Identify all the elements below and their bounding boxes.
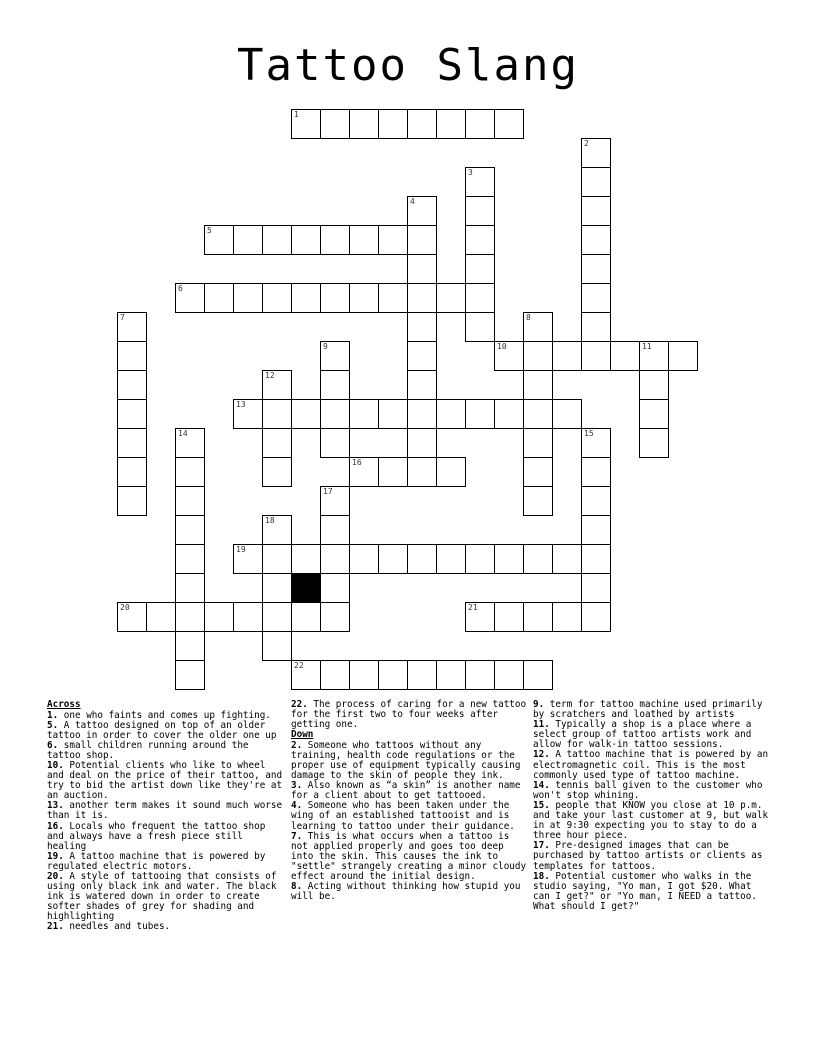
down-clue-list xyxy=(291,741,527,903)
down-clue xyxy=(291,741,527,781)
down-clue xyxy=(533,720,769,750)
grid-cell[interactable] xyxy=(320,602,350,632)
grid-cell[interactable] xyxy=(639,428,669,458)
clue-label: 18. xyxy=(533,870,550,882)
down-clue xyxy=(533,872,769,912)
clue-number-16: 16 xyxy=(352,458,362,467)
clue-number-21: 21 xyxy=(468,603,478,612)
grid-cell[interactable] xyxy=(349,544,379,574)
clue-number-3: 3 xyxy=(468,168,473,177)
grid-cell[interactable] xyxy=(581,544,611,574)
clue-label: 12. xyxy=(533,749,550,761)
clue-text: Typically a shop is a place where a select group of tattoo artists work and allow for walk-in tattoo sessions. xyxy=(533,719,752,751)
grid-cell[interactable] xyxy=(175,428,205,458)
grid-cell[interactable] xyxy=(291,660,321,690)
grid-cell[interactable] xyxy=(407,399,437,429)
grid-cell[interactable] xyxy=(262,399,292,429)
grid-cell[interactable] xyxy=(465,399,495,429)
clue-label: 10. xyxy=(47,759,64,771)
grid-cell[interactable] xyxy=(291,399,321,429)
grid-cell[interactable] xyxy=(581,283,611,313)
grid-cell[interactable] xyxy=(581,573,611,603)
clue-label: 5. xyxy=(47,719,59,731)
grid-cell[interactable] xyxy=(639,341,669,371)
down-clue xyxy=(533,781,769,801)
grid-cell[interactable] xyxy=(581,602,611,632)
clue-number-1: 1 xyxy=(294,110,299,119)
clues-column-1 xyxy=(47,700,285,933)
clue-label: 17. xyxy=(533,840,550,852)
grid-cell[interactable] xyxy=(378,225,408,255)
grid-cell[interactable] xyxy=(436,109,466,139)
grid-cell[interactable] xyxy=(204,602,234,632)
grid-cell[interactable] xyxy=(407,660,437,690)
across-clue xyxy=(47,741,285,761)
clue-text: A tattoo machine that is powered by regulated electric motors. xyxy=(47,850,266,872)
clue-text: The process of caring for a new tattoo for the first two to four weeks after getting one. xyxy=(291,699,527,731)
clue-number-9: 9 xyxy=(323,342,328,351)
down-clue xyxy=(533,801,769,841)
grid-cell[interactable] xyxy=(407,283,437,313)
clue-number-7: 7 xyxy=(120,313,125,322)
grid-cell[interactable] xyxy=(407,196,437,226)
clue-text: Someone who has been taken under the wing of an established tattooist and is learning to tattoo under their guidance. xyxy=(291,800,515,832)
clue-text: Potential clients who like to wheel and deal on the price of their tattoo, and try to bid the artist down like they're at an auction. xyxy=(47,759,283,802)
clue-text: another term makes it sound much worse than it is. xyxy=(47,800,283,822)
grid-cell[interactable] xyxy=(320,399,350,429)
grid-cell[interactable] xyxy=(233,399,263,429)
grid-cell[interactable] xyxy=(175,457,205,487)
clue-number-11: 11 xyxy=(642,342,652,351)
grid-cell[interactable] xyxy=(378,660,408,690)
down-clue xyxy=(533,750,769,780)
grid-cell[interactable] xyxy=(233,283,263,313)
grid-cell[interactable] xyxy=(523,544,553,574)
clue-number-14: 14 xyxy=(178,429,188,438)
grid-cell[interactable] xyxy=(262,428,292,458)
across-clue-list xyxy=(47,711,285,933)
grid-cell[interactable] xyxy=(262,370,292,400)
grid-cell[interactable] xyxy=(320,283,350,313)
clue-label: 22. xyxy=(291,699,308,710)
grid-cell[interactable] xyxy=(233,544,263,574)
grid-cell[interactable] xyxy=(349,660,379,690)
grid-cell[interactable] xyxy=(320,486,350,516)
grid-cell[interactable] xyxy=(117,428,147,458)
grid-cell[interactable] xyxy=(436,283,466,313)
down-heading: Down xyxy=(291,729,314,741)
grid-cell[interactable] xyxy=(552,544,582,574)
clue-text: tennis ball given to the customer who won't stop whining. xyxy=(533,779,763,801)
down-clue-list-continued xyxy=(533,700,769,912)
grid-cell[interactable] xyxy=(581,167,611,197)
clue-label: 2. xyxy=(291,739,303,751)
grid-cell[interactable] xyxy=(378,109,408,139)
grid-cell[interactable] xyxy=(146,602,176,632)
grid-cell[interactable] xyxy=(291,225,321,255)
clue-text: Pre-designed images that can be purchased by tattoo artists or clients as templates for tattoos. xyxy=(533,840,763,872)
grid-cell[interactable] xyxy=(639,370,669,400)
grid-cell[interactable] xyxy=(320,544,350,574)
grid-cell[interactable] xyxy=(523,399,553,429)
clue-text: A tattoo machine that is powered by an electromagnetic coil. This is the most commonly used type of tattoo machine. xyxy=(533,749,769,781)
grid-cell[interactable] xyxy=(552,341,582,371)
clue-number-12: 12 xyxy=(265,371,275,380)
grid-cell[interactable] xyxy=(117,457,147,487)
across-clue xyxy=(47,761,285,801)
grid-cell[interactable] xyxy=(262,544,292,574)
down-clue xyxy=(291,801,527,831)
grid-cell[interactable] xyxy=(407,109,437,139)
grid-cell[interactable] xyxy=(552,399,582,429)
grid-cell[interactable] xyxy=(436,457,466,487)
clue-label: 11. xyxy=(533,719,550,731)
black-cell xyxy=(291,573,321,603)
grid-cell[interactable] xyxy=(291,544,321,574)
grid-cell[interactable] xyxy=(233,602,263,632)
grid-cell[interactable] xyxy=(639,399,669,429)
grid-cell[interactable] xyxy=(436,399,466,429)
grid-cell[interactable] xyxy=(349,225,379,255)
down-clue xyxy=(291,832,527,882)
grid-cell[interactable] xyxy=(407,428,437,458)
grid-cell[interactable] xyxy=(581,312,611,342)
across-clue xyxy=(47,721,285,741)
grid-cell[interactable] xyxy=(581,515,611,545)
grid-cell[interactable] xyxy=(320,573,350,603)
clue-text: Also known as “a skin” is another name for a client about to get tattooed. xyxy=(291,780,521,802)
clue-label: 13. xyxy=(47,800,64,812)
grid-cell[interactable] xyxy=(378,457,408,487)
grid-cell[interactable] xyxy=(349,283,379,313)
down-clue xyxy=(291,882,527,902)
clue-number-20: 20 xyxy=(120,603,130,612)
grid-cell[interactable] xyxy=(581,428,611,458)
clue-number-15: 15 xyxy=(584,429,594,438)
grid-cell[interactable] xyxy=(465,196,495,226)
grid-cell[interactable] xyxy=(407,254,437,284)
grid-cell[interactable] xyxy=(523,486,553,516)
across-clue xyxy=(47,801,285,821)
grid-cell[interactable] xyxy=(117,370,147,400)
clue-number-22: 22 xyxy=(294,661,304,670)
grid-cell[interactable] xyxy=(175,486,205,516)
clue-label: 19. xyxy=(47,850,64,862)
grid-cell[interactable] xyxy=(523,312,553,342)
grid-cell[interactable] xyxy=(465,660,495,690)
clue-label: 9. xyxy=(533,699,545,710)
grid-cell[interactable] xyxy=(175,602,205,632)
grid-cell[interactable] xyxy=(204,225,234,255)
grid-cell[interactable] xyxy=(494,399,524,429)
grid-cell[interactable] xyxy=(494,660,524,690)
grid-cell[interactable] xyxy=(465,225,495,255)
grid-cell[interactable] xyxy=(552,602,582,632)
grid-cell[interactable] xyxy=(262,573,292,603)
grid-cell[interactable] xyxy=(320,225,350,255)
grid-cell[interactable] xyxy=(494,602,524,632)
clue-text: Locals who frequent the tattoo shop and always have a fresh piece still healing xyxy=(47,820,266,852)
grid-cell[interactable] xyxy=(668,341,698,371)
grid-cell[interactable] xyxy=(117,399,147,429)
clue-text: Potential customer who walks in the studio saying, "Yo man, I got $20. What can I get?" or "Yo man, I NEED a tattoo. What should I get?" xyxy=(533,870,757,912)
grid-cell[interactable] xyxy=(523,428,553,458)
clue-number-13: 13 xyxy=(236,400,246,409)
grid-cell[interactable] xyxy=(291,109,321,139)
grid-cell[interactable] xyxy=(262,602,292,632)
across-clue xyxy=(47,872,285,922)
clues-column-3 xyxy=(533,700,769,912)
clue-text: needles and tubes. xyxy=(63,921,171,933)
grid-cell[interactable] xyxy=(175,660,205,690)
across-clue xyxy=(47,822,285,852)
grid-cell[interactable] xyxy=(494,109,524,139)
grid-cell[interactable] xyxy=(320,370,350,400)
clue-number-19: 19 xyxy=(236,545,246,554)
grid-cell[interactable] xyxy=(581,138,611,168)
grid-cell[interactable] xyxy=(494,544,524,574)
grid-cell[interactable] xyxy=(523,370,553,400)
clue-number-6: 6 xyxy=(178,284,183,293)
clue-text: small children running around the tattoo shop. xyxy=(47,739,249,761)
grid-cell[interactable] xyxy=(523,602,553,632)
grid-cell[interactable] xyxy=(175,573,205,603)
grid-cell[interactable] xyxy=(436,544,466,574)
grid-cell[interactable] xyxy=(175,515,205,545)
grid-cell[interactable] xyxy=(291,602,321,632)
grid-cell[interactable] xyxy=(610,341,640,371)
grid-cell[interactable] xyxy=(349,457,379,487)
grid-cell[interactable] xyxy=(378,399,408,429)
grid-cell[interactable] xyxy=(581,341,611,371)
grid-cell[interactable] xyxy=(349,399,379,429)
grid-cell[interactable] xyxy=(320,660,350,690)
grid-cell[interactable] xyxy=(117,312,147,342)
grid-cell[interactable] xyxy=(523,660,553,690)
across-clue xyxy=(47,922,285,932)
grid-cell[interactable] xyxy=(320,109,350,139)
across-clue xyxy=(291,700,527,730)
grid-cell[interactable] xyxy=(378,283,408,313)
clue-label: 16. xyxy=(47,820,64,832)
clue-label: 7. xyxy=(291,830,303,842)
clue-number-18: 18 xyxy=(265,516,275,525)
grid-cell[interactable] xyxy=(175,283,205,313)
grid-cell[interactable] xyxy=(407,457,437,487)
grid-cell[interactable] xyxy=(407,341,437,371)
clue-label: 3. xyxy=(291,780,303,792)
across-clue-list-continued xyxy=(291,700,527,730)
clue-number-8: 8 xyxy=(526,313,531,322)
grid-cell[interactable] xyxy=(262,515,292,545)
grid-cell[interactable] xyxy=(262,457,292,487)
grid-cell[interactable] xyxy=(581,225,611,255)
grid-cell[interactable] xyxy=(581,486,611,516)
grid-cell[interactable] xyxy=(581,254,611,284)
across-heading: Across xyxy=(47,699,81,710)
grid-cell[interactable] xyxy=(204,283,234,313)
grid-cell[interactable] xyxy=(465,602,495,632)
grid-cell[interactable] xyxy=(465,167,495,197)
grid-cell[interactable] xyxy=(581,196,611,226)
grid-cell[interactable] xyxy=(117,602,147,632)
clue-text: A style of tattooing that consists of using only black ink and water. The black ink is watered down in order to create softer shades of grey for shading and highlighting xyxy=(47,871,277,923)
across-clue xyxy=(47,852,285,872)
clue-label: 14. xyxy=(533,779,550,791)
grid-cell[interactable] xyxy=(436,660,466,690)
grid-cell[interactable] xyxy=(465,283,495,313)
clue-label: 15. xyxy=(533,799,550,811)
grid-cell[interactable] xyxy=(494,341,524,371)
clues-column-2 xyxy=(291,700,527,902)
grid-cell[interactable] xyxy=(465,312,495,342)
grid-cell[interactable] xyxy=(233,225,263,255)
grid-cell[interactable] xyxy=(407,544,437,574)
grid-cell[interactable] xyxy=(349,109,379,139)
grid-cell[interactable] xyxy=(465,109,495,139)
grid-cell[interactable] xyxy=(523,341,553,371)
grid-cell[interactable] xyxy=(262,283,292,313)
grid-cell[interactable] xyxy=(320,341,350,371)
grid-cell[interactable] xyxy=(117,486,147,516)
clue-number-10: 10 xyxy=(497,342,507,351)
grid-cell[interactable] xyxy=(523,457,553,487)
clue-text: term for tattoo machine used primarily by scratchers and loathed by artists xyxy=(533,699,763,721)
clue-text: This is what occurs when a tattoo is not applied properly and goes too deep into the skin. This causes the ink to "settle" strangely creating a minor cloudy effect around the initial design. xyxy=(291,830,527,882)
clue-label: 21. xyxy=(47,921,64,933)
clue-label: 8. xyxy=(291,881,303,893)
clue-number-2: 2 xyxy=(584,139,589,148)
grid-cell[interactable] xyxy=(117,341,147,371)
grid-cell[interactable] xyxy=(320,428,350,458)
grid-cell[interactable] xyxy=(262,631,292,661)
grid-cell[interactable] xyxy=(175,631,205,661)
grid-cell[interactable] xyxy=(378,544,408,574)
clue-text: Acting without thinking how stupid you will be. xyxy=(291,881,521,903)
grid-cell[interactable] xyxy=(407,370,437,400)
clue-label: 20. xyxy=(47,871,64,882)
grid-cell[interactable] xyxy=(407,225,437,255)
clue-number-5: 5 xyxy=(207,226,212,235)
grid-cell[interactable] xyxy=(262,225,292,255)
grid-cell[interactable] xyxy=(320,515,350,545)
grid-cell[interactable] xyxy=(465,544,495,574)
grid-cell[interactable] xyxy=(291,283,321,313)
clue-text: A tattoo designed on top of an older tattoo in order to cover the older one up xyxy=(47,719,277,741)
clue-text: people that KNOW you close at 10 p.m. and take your last customer at 9, but walk in at 9:30 expecting you to stay to do a three hour piece. xyxy=(533,799,769,842)
down-clue xyxy=(533,841,769,871)
clue-label: 6. xyxy=(47,739,59,751)
grid-cell[interactable] xyxy=(581,457,611,487)
clue-number-4: 4 xyxy=(410,197,415,206)
puzzle-title: Tattoo Slang xyxy=(237,40,579,91)
down-clue xyxy=(533,700,769,720)
grid-cell[interactable] xyxy=(175,544,205,574)
grid-cell[interactable] xyxy=(465,254,495,284)
clue-number-17: 17 xyxy=(323,487,333,496)
down-clue xyxy=(291,781,527,801)
clue-label: 4. xyxy=(291,800,303,812)
clue-label: 1. xyxy=(47,709,59,721)
grid-cell[interactable] xyxy=(407,312,437,342)
clue-text: Someone who tattoos without any training, health code regulations or the proper use of equipment typically causing damage to the skin of people they ink. xyxy=(291,739,521,782)
clue-text: one who faints and comes up fighting. xyxy=(58,709,271,721)
